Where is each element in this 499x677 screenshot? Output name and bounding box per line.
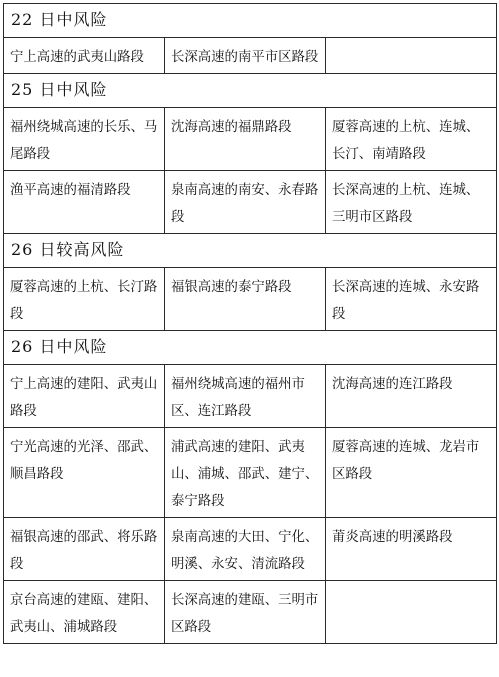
section-header-row	[4, 74, 497, 108]
road-cell: 宁上高速的武夷山路段	[4, 38, 165, 74]
road-cell: 浦武高速的建阳、武夷山、浦城、邵武、建宁、泰宁路段	[165, 428, 326, 518]
road-cell: 福州绕城高速的长乐、马尾路段	[4, 108, 165, 171]
table-row	[4, 581, 497, 644]
table-row	[4, 428, 497, 518]
road-cell-empty	[326, 38, 497, 74]
road-cell: 厦蓉高速的上杭、连城、长汀、南靖路段	[326, 108, 497, 171]
road-cell-empty	[326, 581, 497, 644]
road-cell: 长深高速的上杭、连城、三明市区路段	[326, 171, 497, 234]
table-row	[4, 38, 497, 74]
road-cell: 宁光高速的光泽、邵武、顺昌路段	[4, 428, 165, 518]
road-cell: 泉南高速的南安、永春路段	[165, 171, 326, 234]
table-row	[4, 171, 497, 234]
section-title: 22 日中风险	[4, 4, 497, 38]
road-cell: 沈海高速的福鼎路段	[165, 108, 326, 171]
road-cell: 厦蓉高速的上杭、长汀路段	[4, 268, 165, 331]
section-title: 26 日较高风险	[4, 234, 497, 268]
section-header-row	[4, 331, 497, 365]
table-row	[4, 365, 497, 428]
road-cell: 莆炎高速的明溪路段	[326, 518, 497, 581]
section-header-row	[4, 4, 497, 38]
road-cell: 京台高速的建瓯、建阳、武夷山、浦城路段	[4, 581, 165, 644]
road-cell: 宁上高速的建阳、武夷山路段	[4, 365, 165, 428]
road-cell: 长深高速的建瓯、三明市区路段	[165, 581, 326, 644]
table-row	[4, 108, 497, 171]
road-cell: 长深高速的连城、永安路段	[326, 268, 497, 331]
section-title: 26 日中风险	[4, 331, 497, 365]
section-title: 25 日中风险	[4, 74, 497, 108]
risk-road-table	[3, 3, 497, 644]
road-cell: 泉南高速的大田、宁化、明溪、永安、清流路段	[165, 518, 326, 581]
road-cell: 长深高速的南平市区路段	[165, 38, 326, 74]
road-cell: 福州绕城高速的福州市区、连江路段	[165, 365, 326, 428]
road-cell: 渔平高速的福清路段	[4, 171, 165, 234]
road-cell: 福银高速的邵武、将乐路段	[4, 518, 165, 581]
road-cell: 厦蓉高速的连城、龙岩市区路段	[326, 428, 497, 518]
road-cell: 福银高速的泰宁路段	[165, 268, 326, 331]
table-row	[4, 518, 497, 581]
section-header-row	[4, 234, 497, 268]
road-cell: 沈海高速的连江路段	[326, 365, 497, 428]
table-row	[4, 268, 497, 331]
